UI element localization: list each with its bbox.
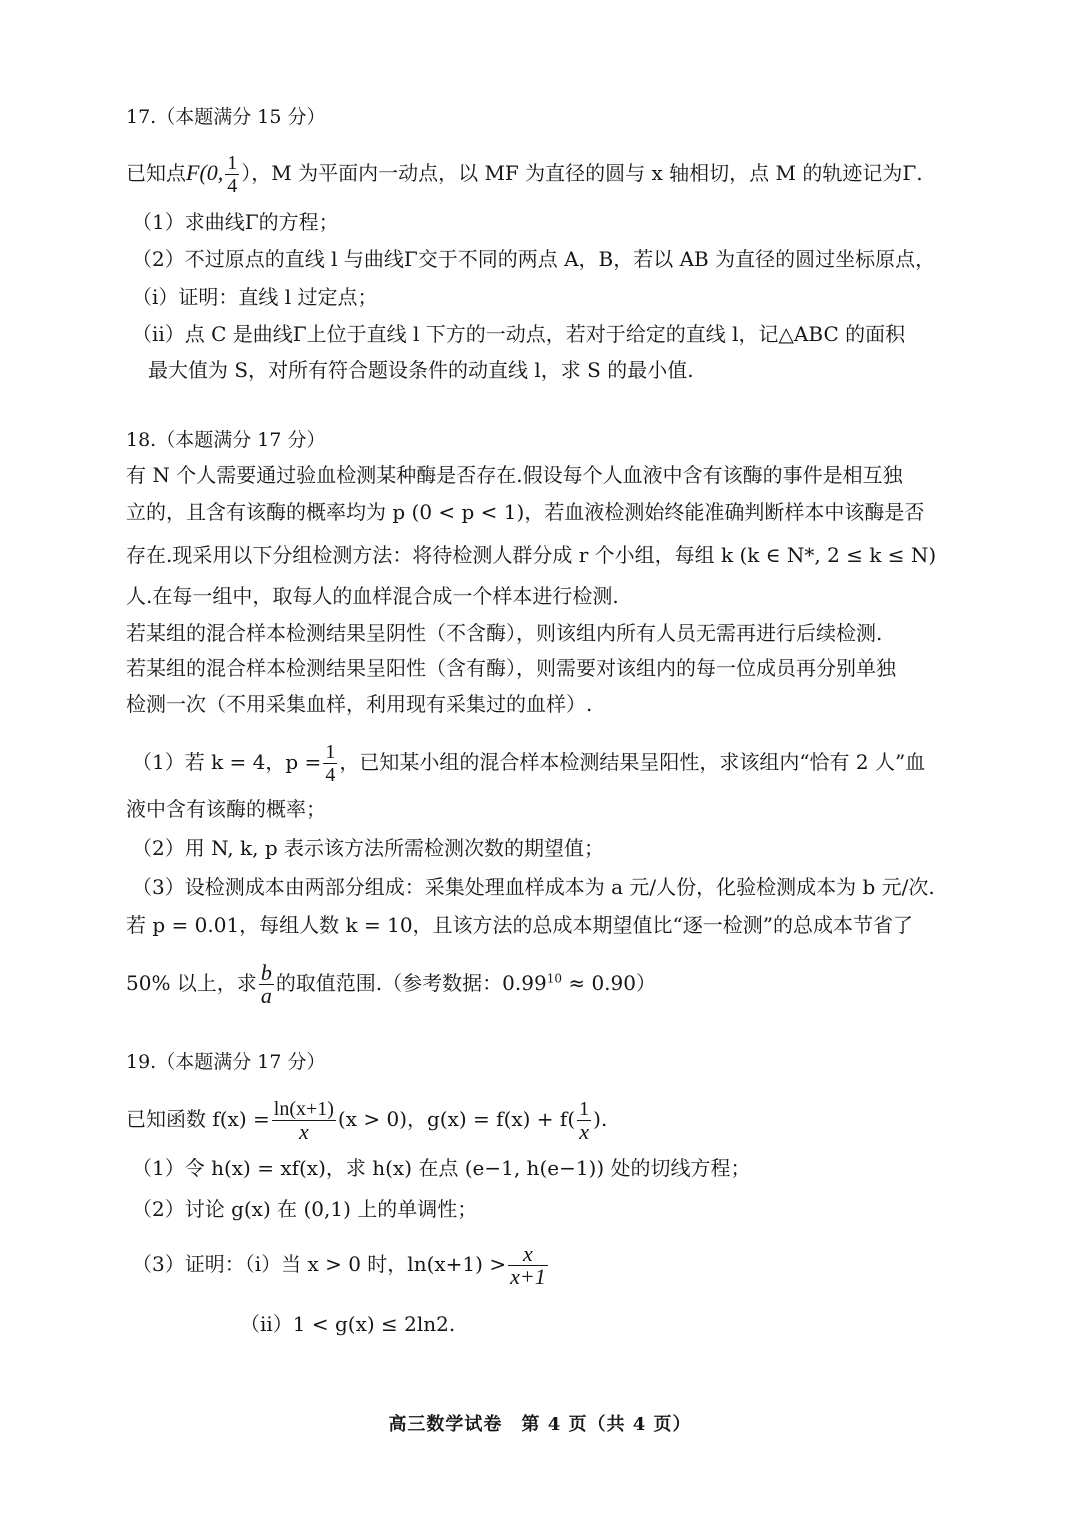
q19-part1: （1）令 h(x) = xf(x)，求 h(x) 在点 (e−1, h(e−1)) 处的切线方程； (132, 1156, 751, 1180)
q17-stem: 已知点F(0, $\frac{1}{4}$ ），M 为平面内一动点，以 MF 为直径的圆与 x 轴相切，点 M 的轨迹记为Γ. (126, 152, 923, 197)
q19-stem: 已知函数 f(x) = $\frac{\ln(x+1)}{x}$ (x > 0)，g(x) = f(x) + f( $\frac{1}{x}$ ). (126, 1098, 608, 1144)
page-footer: 高三数学试卷 第 4 页（共 4 页） (388, 1414, 692, 1435)
q17-part2-ii-cont: 最大值为 S，对所有符合题设条件的动直线 l，求 S 的最小值. (148, 358, 694, 382)
q18-line: 若某组的混合样本检测结果呈阴性（不含酶），则该组内所有人员无需再进行后续检测. (126, 621, 883, 645)
q19-ineq-fraction: $\frac{x}{x+1}$ (510, 1241, 546, 1289)
q18-fraction: $\frac{1}{4}$ (325, 741, 336, 786)
q17-header: 17.（本题满分 15 分） (126, 106, 326, 128)
q18-header: 18.（本题满分 17 分） (126, 429, 326, 451)
q18-part3-end: 50% 以上，求 $\frac{b}{a}$ 的取值范围.（参考数据：$0.99^{10} \approx 0.90$） (126, 960, 656, 1008)
q19-part2: （2）讨论 g(x) 在 (0,1) 上的单调性； (132, 1197, 478, 1221)
q17-part1: （1）求曲线Γ的方程； (132, 210, 339, 234)
q19-part3: （3）证明：（i）当 x > 0 时，ln(x+1) > $\frac{x}{x+1}$ (132, 1241, 546, 1289)
q18-part1-cont: 液中含有该酶的概率； (126, 797, 326, 821)
q19-header: 19.（本题满分 17 分） (126, 1051, 326, 1073)
q18-part3: （3）设检测成本由两部分组成：采集处理血样成本为 a 元/人份，化验检测成本为 b 元/次. (132, 875, 935, 899)
q18-part2: （2）用 N, k, p 表示该方法所需检测次数的期望值； (132, 836, 605, 860)
q18-ratio-fraction: $\frac{b}{a}$ (260, 960, 272, 1008)
q18-part1: （1）若 k = 4，p = $\frac{1}{4}$ ，已知某小组的混合样本检测结果呈阳性，求该组内“恰有 2 人”血 (132, 741, 926, 786)
q17-part2-ii: （ii）点 C 是曲线Γ上位于直线 l 下方的一动点，若对于给定的直线 l，记△ABC 的面积 (132, 322, 906, 346)
q18-line: 存在.现采用以下分组检测方法：将待检测人群分成 r 个小组，每组 k (k ∈ N*, 2 ≤ k ≤ N) (126, 543, 937, 567)
q19-part3-ii: （ii）1 < g(x) ≤ 2ln2. (240, 1312, 456, 1336)
q18-line: 人.在每一组中，取每人的血样混合成一个样本进行检测. (126, 584, 619, 608)
q18-line: 有 N 个人需要通过验血检测某种酶是否存在.假设每个人血液中含有该酶的事件是相互独 (126, 463, 903, 487)
q17-fraction: $\frac{1}{4}$ (227, 152, 238, 197)
q18-line: 检测一次（不用采集血样，利用现有采集过的血样）. (126, 692, 593, 716)
q17-part2-i: （i）证明：直线 l 过定点； (132, 285, 378, 309)
q19-g-fraction: $\frac{1}{x}$ (579, 1098, 590, 1144)
q18-line: 立的，且含有该酶的概率均为 p (0 < p < 1)，若血液检测始终能准确判断样本中该酶是否 (126, 500, 925, 524)
q17-part2: （2）不过原点的直线 l 与曲线Γ交于不同的两点 A，B，若以 AB 为直径的圆过坐标原点， (132, 247, 936, 271)
q18-line: 若某组的混合样本检测结果呈阳性（含有酶），则需要对该组内的每一位成员再分别单独 (126, 656, 896, 680)
q18-part3-cont: 若 p = 0.01，每组人数 k = 10，且该方法的总成本期望值比“逐一检测”的总成本节省了 (126, 913, 914, 937)
q19-f-fraction: $\frac{\ln(x+1)}{x}$ (273, 1098, 334, 1144)
